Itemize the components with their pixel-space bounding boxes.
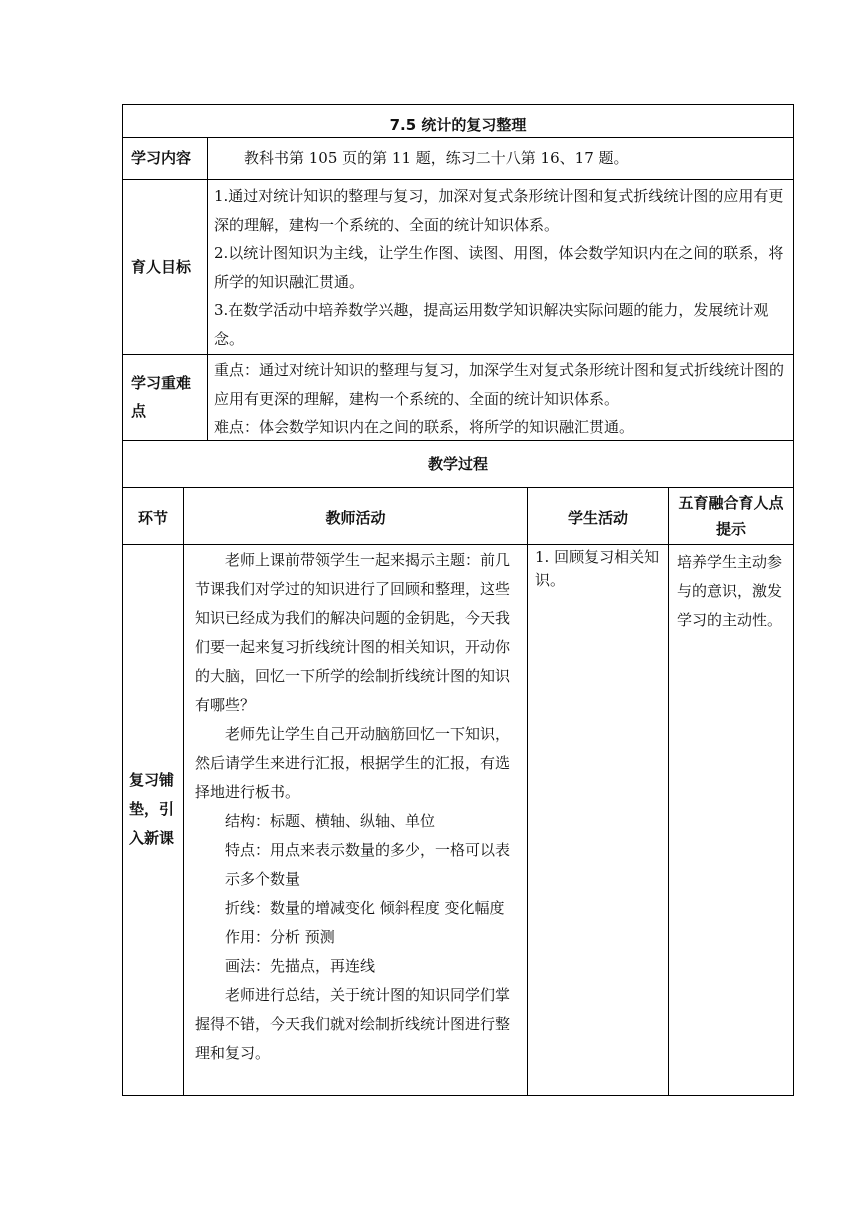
content-text	[214, 144, 788, 173]
keypoint-item: 重点：通过对统计知识的整理与复习，加深学生对复式条形统计图和复式折线统计图的应用有更深的理解，建构一个系统的、全面的统计知识体系。	[214, 361, 785, 408]
keypoint-item: 难点：体会数学知识内在之间的联系，将所学的知识融汇贯通。	[214, 418, 635, 436]
teacher-summary: 老师进行总结，关于统计图的知识同学们掌握得不错，今天我们就对绘制折线统计图进行整理和复习。	[195, 986, 511, 1062]
teacher-activity	[195, 546, 523, 1068]
keypoints-block	[214, 356, 788, 442]
goals-block	[214, 182, 788, 353]
border-top	[122, 104, 794, 105]
goal-label: 育人目标	[131, 258, 192, 276]
goal-item: 2.以统计图知识为主线，让学生作图、读图、用图，体会数学知识内在之间的联系，将所学的知识融汇贯通。	[214, 244, 784, 291]
teacher-item: 作用：分析 预测	[225, 928, 335, 946]
header-student: 学生活动	[567, 509, 628, 527]
row-line	[122, 544, 794, 545]
lesson-title: 7.5 统计的复习整理	[389, 116, 527, 134]
col-line	[668, 487, 669, 1096]
header-stage: 环节	[137, 509, 168, 527]
border-right	[793, 104, 794, 1096]
header-teacher: 教师活动	[325, 509, 386, 527]
border-left	[122, 104, 123, 1096]
stage-label	[129, 766, 175, 853]
student-activity	[535, 546, 665, 592]
teacher-item: 结构：标题、横轴、纵轴、单位	[225, 812, 436, 830]
content-text-line: 教科书第 105 页的第 11 题，练习二十八第 16、17 题。	[244, 149, 629, 167]
teacher-paragraph: 老师先让学生自己开动脑筋回忆一下知识，然后请学生来进行汇报，根据学生的汇报，有选择地进行板书。	[195, 725, 511, 801]
student-activity-text: 1. 回顾复习相关知识。	[535, 548, 660, 589]
teacher-item: 画法：先描点，再连线	[225, 957, 376, 975]
row-line	[122, 487, 794, 488]
border-bottom	[122, 1095, 794, 1096]
col-line	[207, 137, 208, 440]
goal-item: 1.通过对统计知识的整理与复习，加深对复式条形统计图和复式折线统计图的应用有更深的理解，建构一个系统的、全面的统计知识体系。	[214, 187, 784, 234]
content-label: 学习内容	[131, 149, 192, 167]
col-line	[183, 487, 184, 1096]
stage-label-text: 复习铺垫，引入新课	[129, 771, 175, 847]
keypoint-label	[131, 369, 205, 425]
teacher-paragraph: 老师上课前带领学生一起来揭示主题：前几节课我们对学过的知识进行了回顾和整理，这些知识已经成为我们的解决问题的金钥匙，今天我们要一起来复习折线统计图的相关知识，开动你的大脑，回忆一下所学的绘制折线统计图的知识有哪些？	[195, 551, 511, 714]
col-line	[527, 487, 528, 1096]
process-title: 教学过程	[427, 455, 488, 473]
teacher-item: 特点：用点来表示数量的多少，一格可以表示多个数量	[225, 841, 511, 888]
teacher-item: 折线：数量的增减变化 倾斜程度 变化幅度	[225, 899, 505, 917]
keypoint-label-text: 学习重难点	[131, 374, 192, 420]
goal-item: 3.在数学活动中培养数学兴趣，提高运用数学知识解决实际问题的能力，发展统计观念。	[214, 301, 769, 348]
header-fusion	[672, 490, 790, 542]
row-line	[122, 354, 794, 355]
fusion-text	[677, 548, 789, 635]
row-line	[122, 179, 794, 180]
header-fusion-text: 五育融合育人点提示	[678, 494, 784, 538]
fusion-text-line: 培养学生主动参与的意识，激发学习的主动性。	[677, 553, 783, 629]
